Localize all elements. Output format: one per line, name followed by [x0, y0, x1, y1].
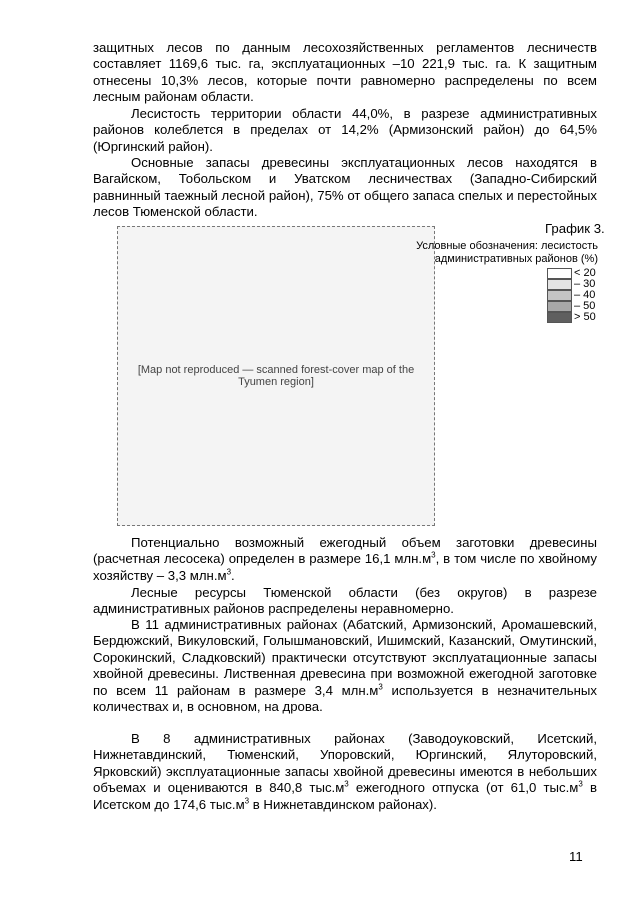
figure-caption: График 3. — [545, 221, 605, 236]
legend-swatch — [547, 279, 572, 290]
paragraph-2 — [93, 106, 597, 155]
paragraph-3 — [93, 155, 597, 221]
superscript-cubic: 3 — [344, 779, 349, 789]
paragraph-7 — [93, 731, 597, 813]
paragraph-4-text-b: , в том числе по хвойному хозяйству – 3,3 млн.м — [93, 551, 597, 583]
legend-swatch — [547, 290, 572, 301]
map-placeholder-note: [Map not reproduced — scanned forest-cover map of the Tyumen region] — [137, 364, 415, 388]
paragraph-5 — [93, 585, 597, 618]
legend-item — [547, 312, 596, 323]
superscript-cubic: 3 — [431, 551, 436, 561]
legend-swatch — [547, 312, 572, 323]
superscript-cubic: 3 — [578, 779, 583, 789]
paragraph-7-text-d: в Нижнетавдинском районах). — [249, 796, 437, 812]
legend-label: – 50 — [574, 300, 596, 312]
page-number: 11 — [569, 849, 583, 864]
paragraph-7-text-a: В 8 административных районах (Заводоуковский, Исетский, Нижнетавдинский, Тюменский, Упоровский, Юргинский, Ялуторовский, Ярковский) эксплуатационные запасы хвойной древесины имеются в небольших объемах и оцениваются в 840,8 тыс.м — [93, 731, 597, 796]
legend-items — [547, 268, 596, 323]
paragraph-7-text-c: в Исетском до 174,6 тыс.м — [93, 780, 597, 812]
legend-title-line-1: Условные обозначения: лесистость — [416, 240, 598, 252]
legend-swatch — [547, 301, 572, 312]
paragraph-6-text-a: В 11 административных районах (Абатский, Армизонский, Аромашевский, Бердюжский, Викуловский, Голышмановский, Ишимский, Казанский, Омутинский, Сорокинский, Сладковский) практически отсутствуют эксплуатационные запасы хвойной древесины. Лиственная древесина при возможной ежегодной заготовке по всем 11 районам в размере 3,4 млн.м — [93, 617, 597, 698]
superscript-cubic: 3 — [226, 567, 232, 577]
paragraph-5-text: Лесные ресурсы Тюменской области (без округов) в разрезе административных районов распределены неравномерно. — [93, 585, 597, 617]
superscript-cubic: 3 — [378, 682, 383, 692]
paragraph-6-text-b: используется в незначительных количествах и, в основном, на дрова. — [93, 682, 597, 715]
map-legend — [406, 240, 598, 323]
legend-title-line-2: административных районов (%) — [434, 253, 598, 265]
paragraph-2-text: Лесистость территории области 44,0%, в разрезе административных районов колеблется в пределах от 14,2% (Армизонский район) до 64,5% (Юргинский район). — [93, 106, 597, 154]
legend-label: – 30 — [574, 278, 596, 290]
paragraph-7-text-b: ежегодного отпуска (от 61,0 тыс.м — [348, 780, 579, 796]
legend-label: < 20 — [574, 267, 596, 279]
forest-cover-map-placeholder — [117, 226, 435, 526]
paragraph-4-text-a: Потенциально возможный ежегодный объем заготовки древесины (расчетная лесосека) определен в размере 16,1 млн.м — [93, 535, 597, 567]
paragraph-6 — [93, 617, 597, 715]
paragraph-3-text: Основные запасы древесины эксплуатационных лесов находятся в Вагайском, Тобольском и Уватском лесничествах (Западно-Сибирский равнинный таежный лесной район), 75% от общего запаса спелых и перестойных лесов Тюменской области. — [93, 155, 597, 220]
paragraph-1 — [93, 40, 597, 106]
legend-swatch — [547, 268, 572, 279]
paragraph-1-text: защитных лесов по данным лесохозяйственных регламентов лесничеств составляет 1169,6 тыс. га, эксплуатационных –10 221,9 тыс. га. К защитным отнесены 10,3% лесов, которые почти равномерно распределены по всем лесным районам области. — [93, 40, 597, 105]
superscript-cubic: 3 — [244, 796, 250, 806]
paragraph-4 — [93, 535, 597, 584]
legend-label: – 40 — [574, 289, 596, 301]
paragraph-4-text-c: . — [231, 567, 235, 583]
legend-label: > 50 — [574, 311, 596, 323]
